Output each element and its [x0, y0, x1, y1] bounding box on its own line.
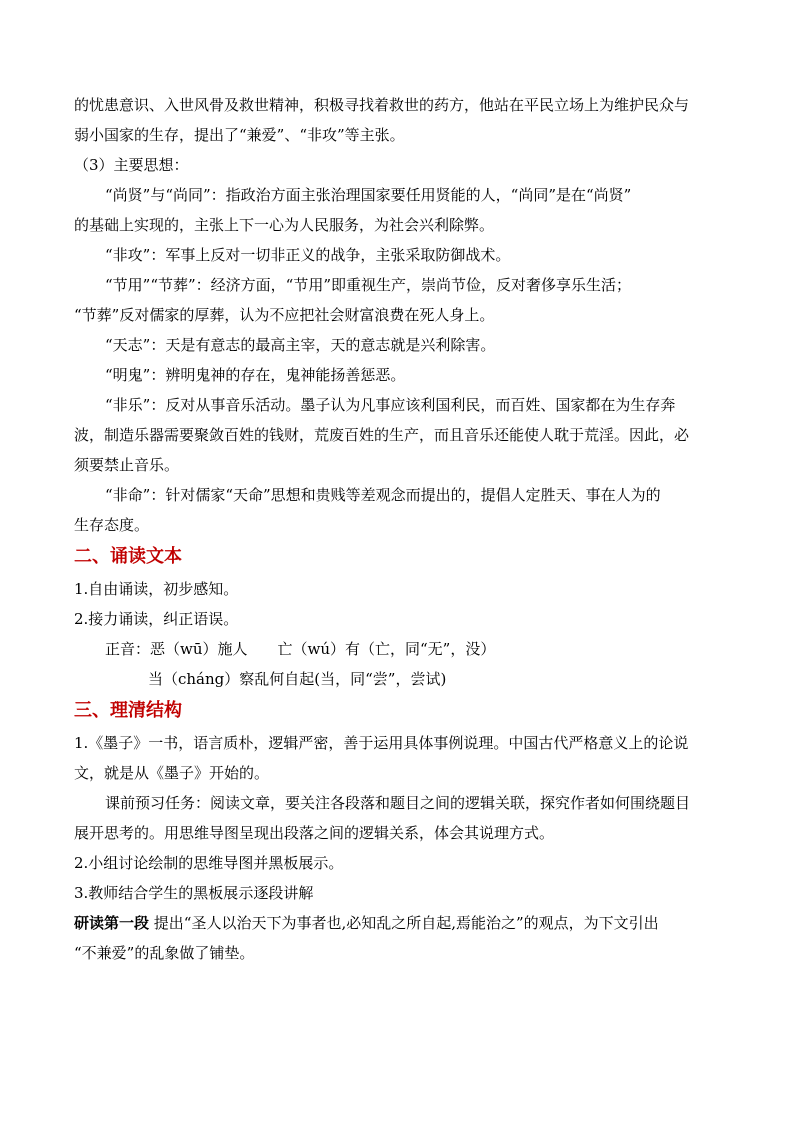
thought-line: 波，制造乐器需要聚敛百姓的钱财，荒废百姓的生产，而且音乐还能使人耽于荒淫。因此，必 [74, 426, 690, 444]
task-line: 展开思考的。用思维导图呈现出段落之间的逻辑关系，体会其说理方式。 [74, 824, 555, 842]
paragraph-line: 的忧患意识、入世风骨及救世精神，积极寻找着救世的药方，他站在平民立场上为维护民众与 [74, 96, 690, 114]
study-line [74, 908, 724, 938]
list-item: 1.自由诵读，初步感知。 [74, 580, 239, 598]
list-item: 1.《墨子》一书，语言质朴，逻辑严密，善于运用具体事例说理。中国古代严格意义上的论说 [74, 734, 689, 752]
list-item: 文，就是从《墨子》开始的。 [74, 764, 270, 782]
list-item: 2.小组讨论绘制的思维导图并黑板展示。 [74, 854, 344, 872]
study-line: “不兼爱”的乱象做了铺垫。 [74, 944, 255, 962]
pronunciation-line [74, 634, 724, 664]
thought-line: 须要禁止音乐。 [74, 456, 180, 474]
thought-line: “非乐”：反对从事音乐活动。墨子认为凡事应该利国利民，而百姓、国家都在为生存奔 [105, 396, 676, 414]
thought-line: “非攻”：军事上反对一切非正义的战争，主张采取防御战术。 [105, 246, 511, 264]
pronunciation-item: 正音：恶（wū）施人 [105, 640, 248, 658]
thought-line: “尚贤”与“尚同”：指政治方面主张治理国家要任用贤能的人，“尚同”是在“尚贤” [105, 186, 632, 204]
thought-line: 生存态度。 [74, 516, 150, 534]
study-label: 研读第一段 [74, 914, 150, 932]
thought-line: “天志”：天是有意志的最高主宰，天的意志就是兴利除害。 [105, 336, 496, 354]
subsection-title: （3）主要思想： [74, 156, 189, 174]
section-heading: 三、理清结构 [74, 700, 182, 721]
pronunciation-line: 当（cháng）察乱何自起(当，同“尝”，尝试) [148, 670, 447, 688]
study-text: 提出“圣人以治天下为事者也,必知乱之所自起,焉能治之”的观点，为下文引出 [153, 914, 659, 932]
thought-line: “明鬼”：辨明鬼神的存在，鬼神能扬善惩恶。 [105, 366, 406, 384]
section-heading: 二、诵读文本 [74, 546, 182, 567]
pronunciation-item: 亡（wú）有（亡，同“无”，没） [277, 640, 496, 658]
task-line: 课前预习任务：阅读文章，要关注各段落和题目之间的逻辑关联，探究作者如何围绕题目 [105, 794, 691, 812]
thought-line: “节用”“节葬”：经济方面，“节用”即重视生产，崇尚节俭，反对奢侈享乐生活； [105, 276, 632, 294]
list-item: 2.接力诵读，纠正语误。 [74, 610, 239, 628]
document-page [74, 90, 724, 968]
paragraph-line: 弱小国家的生存，提出了“兼爱”、“非攻”等主张。 [74, 126, 405, 144]
thought-line: 的基础上实现的，主张上下一心为人民服务，为社会兴利除弊。 [74, 216, 495, 234]
thought-line: “非命”：针对儒家“天命”思想和贵贱等差观念而提出的，提倡人定胜天、事在人为的 [105, 486, 661, 504]
thought-line: “节葬”反对儒家的厚葬，认为不应把社会财富浪费在死人身上。 [74, 306, 495, 324]
list-item: 3.教师结合学生的黑板展示逐段讲解 [74, 884, 314, 902]
